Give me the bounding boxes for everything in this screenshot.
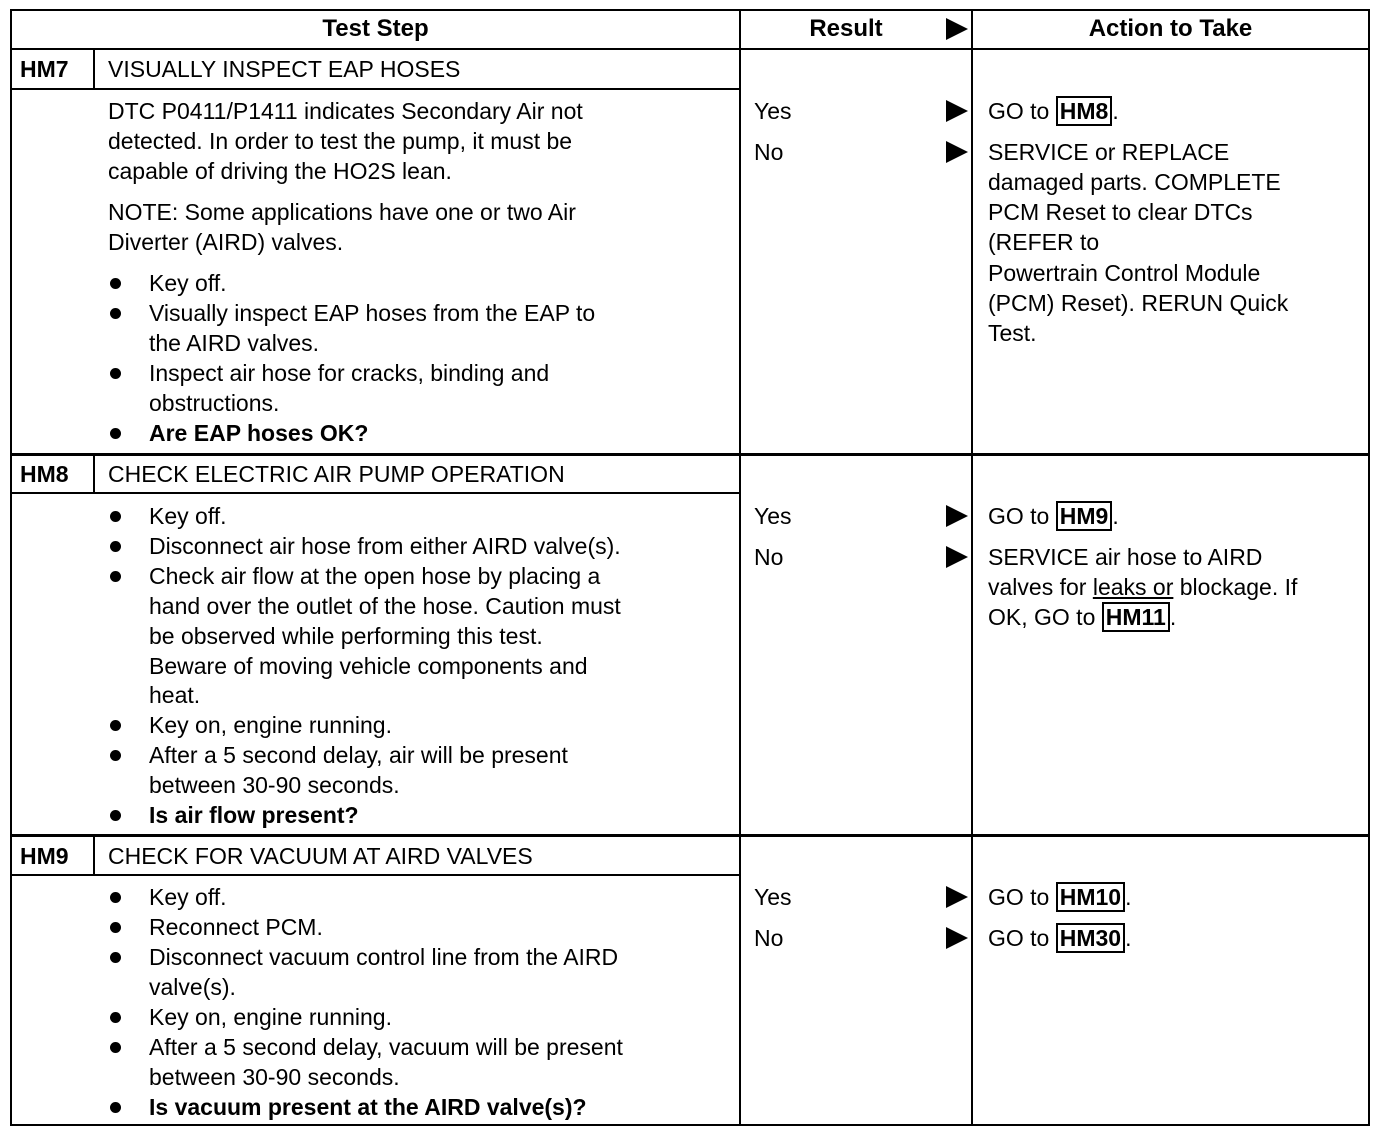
hm7-action-no-line3: PCM Reset to clear DTCs: [988, 199, 1253, 225]
hm7-para1-line3: capable of driving the HO2S lean.: [108, 158, 452, 184]
bullet-icon: [110, 571, 121, 582]
hm9-result-no: No: [754, 925, 784, 951]
hm9-question: Is vacuum present at the AIRD valve(s)?: [149, 1094, 587, 1120]
bullet-icon: [110, 368, 121, 379]
result-arrow-icon: [946, 927, 968, 949]
bullet-icon: [110, 1012, 121, 1023]
id-divider-hm8: [93, 455, 95, 493]
step-id-hm8: HM8: [20, 461, 69, 487]
header-test-step: Test Step: [322, 15, 429, 42]
hm8-bullet2: Disconnect air hose from either AIRD valve(s).: [149, 533, 621, 559]
bullet-icon: [110, 922, 121, 933]
bullet-icon: [110, 892, 121, 903]
result-arrow-icon: [946, 546, 968, 568]
step-id-hm9: HM9: [20, 843, 69, 869]
step-title-hm8: CHECK ELECTRIC AIR PUMP OPERATION: [108, 461, 565, 487]
hm7-bullet3-line1: Inspect air hose for cracks, binding and: [149, 360, 550, 386]
hm7-bullet1-line1: Key off.: [149, 270, 227, 296]
table-bottom-border: [10, 1124, 1370, 1126]
hm7-para1-line2: detected. In order to test the pump, it must be: [108, 128, 573, 154]
hm7-action-no-line2: damaged parts. COMPLETE: [988, 169, 1281, 195]
title-separator-hm8: [10, 492, 739, 494]
hm9-bullet5-line1: After a 5 second delay, vacuum will be present: [149, 1034, 623, 1060]
step-separator-hm8: [10, 453, 1370, 456]
title-separator-hm9: [10, 874, 739, 876]
bullet-icon: [110, 720, 121, 731]
result-arrow-icon: [946, 141, 968, 163]
hm8-action-yes-prefix: GO to: [988, 503, 1050, 529]
step-title-hm7: VISUALLY INSPECT EAP HOSES: [108, 56, 461, 82]
hm7-bullet2-line2: the AIRD valves.: [149, 330, 320, 356]
hm9-action-no-suffix: .: [1125, 925, 1132, 951]
hm8-action-yes-ref[interactable]: HM9: [1056, 501, 1113, 531]
hm8-bullet1: Key off.: [149, 503, 227, 529]
hm9-action-yes-ref[interactable]: HM10: [1056, 882, 1125, 912]
header-result: Result: [809, 15, 883, 42]
hm8-bullet3-line5: heat.: [149, 682, 201, 708]
bullet-icon: [110, 308, 121, 319]
bullet-icon: [110, 750, 121, 761]
hm7-note-line2: Diverter (AIRD) valves.: [108, 229, 344, 255]
hm8-result-yes: Yes: [754, 503, 792, 529]
hm7-action-yes: [988, 96, 1119, 126]
hm7-result-yes: Yes: [754, 98, 792, 124]
hm7-para1-line1: DTC P0411/P1411 indicates Secondary Air not: [108, 98, 583, 124]
step-separator-hm9: [10, 834, 1370, 837]
hm7-action-no-line4: (REFER to: [988, 229, 1100, 255]
hm9-action-no: [988, 923, 1132, 953]
step-id-hm7: HM7: [20, 56, 69, 82]
hm7-action-no-line1: SERVICE or REPLACE: [988, 139, 1230, 165]
hm9-bullet2: Reconnect PCM.: [149, 914, 323, 940]
hm7-bullet2-line1: Visually inspect EAP hoses from the EAP to: [149, 300, 596, 326]
hm7-result-no: No: [754, 139, 784, 165]
header-arrow-icon: [946, 18, 968, 40]
hm8-bullet5-line2: between 30-90 seconds.: [149, 772, 400, 798]
hm9-action-no-ref[interactable]: HM30: [1056, 923, 1125, 953]
hm9-action-yes-prefix: GO to: [988, 884, 1050, 910]
hm8-action-no-ref[interactable]: HM11: [1102, 602, 1170, 632]
hm8-action-no-line2-a: valves for: [988, 574, 1093, 600]
header-action: Action to Take: [1088, 15, 1253, 42]
result-column-divider: [739, 9, 741, 1126]
step-title-hm9: CHECK FOR VACUUM AT AIRD VALVES: [108, 843, 533, 869]
hm9-bullet4: Key on, engine running.: [149, 1004, 392, 1030]
hm7-question: Are EAP hoses OK?: [149, 420, 369, 446]
bullet-icon: [110, 952, 121, 963]
hm8-action-yes-suffix: .: [1112, 503, 1119, 529]
hm8-action-no-line2-underlined: leaks or: [1092, 574, 1174, 600]
hm7-action-no-line5: Powertrain Control Module: [988, 260, 1261, 286]
bullet-icon: [110, 278, 121, 289]
hm7-action-no-line7: Test.: [988, 320, 1037, 346]
hm7-action-yes-ref[interactable]: HM8: [1056, 96, 1113, 126]
bullet-icon: [110, 541, 121, 552]
hm8-bullet3-line3: be observed while performing this test.: [149, 623, 543, 649]
hm8-action-no-line1: SERVICE air hose to AIRD: [988, 544, 1263, 570]
hm9-result-yes: Yes: [754, 884, 792, 910]
hm9-bullet3-line2: valve(s).: [149, 974, 236, 1000]
hm8-bullet3-line2: hand over the outlet of the hose. Caution must: [149, 593, 621, 619]
hm7-action-no-line6: (PCM) Reset). RERUN Quick: [988, 290, 1289, 316]
bullet-icon: [110, 1042, 121, 1053]
id-divider-hm9: [93, 836, 95, 875]
bullet-icon: [110, 810, 121, 821]
table-right-border: [1368, 9, 1370, 1126]
hm9-action-yes: [988, 882, 1132, 912]
hm9-bullet1: Key off.: [149, 884, 227, 910]
hm8-action-no-suffix: .: [1169, 604, 1177, 630]
hm8-action-no-line2: [988, 572, 1297, 602]
hm9-bullet5-line2: between 30-90 seconds.: [149, 1064, 400, 1090]
hm8-bullet3-line1: Check air flow at the open hose by placing a: [149, 563, 601, 589]
hm9-bullet3-line1: Disconnect vacuum control line from the AIRD: [149, 944, 619, 970]
id-divider-hm7: [93, 49, 95, 89]
bullet-icon: [110, 1102, 121, 1113]
hm8-bullet4: Key on, engine running.: [149, 712, 392, 738]
hm8-action-no-line3: [988, 602, 1176, 632]
header-bottom-border: [10, 48, 1370, 50]
table-left-border: [10, 9, 12, 1126]
hm9-action-no-prefix: GO to: [988, 925, 1050, 951]
hm7-bullet3-line2: obstructions.: [149, 390, 280, 416]
hm8-bullet5-line1: After a 5 second delay, air will be present: [149, 742, 568, 768]
hm8-action-no-prefix: OK, GO to: [988, 604, 1096, 630]
table-top-border: [10, 9, 1370, 11]
hm7-action-yes-suffix: .: [1112, 98, 1119, 124]
hm8-action-yes: [988, 501, 1119, 531]
hm8-result-no: No: [754, 544, 784, 570]
hm9-action-yes-suffix: .: [1125, 884, 1132, 910]
title-separator-hm7: [10, 88, 739, 90]
action-column-divider: [971, 9, 973, 1126]
hm8-action-no-line2-b: blockage. If: [1173, 574, 1298, 600]
hm8-question: Is air flow present?: [149, 802, 359, 828]
hm7-note-line1: NOTE: Some applications have one or two Air: [108, 199, 576, 225]
bullet-icon: [110, 428, 121, 439]
result-arrow-icon: [946, 505, 968, 527]
result-arrow-icon: [946, 886, 968, 908]
hm7-action-yes-prefix: GO to: [988, 98, 1050, 124]
result-arrow-icon: [946, 100, 968, 122]
hm8-bullet3-line4: Beware of moving vehicle components and: [149, 653, 588, 679]
bullet-icon: [110, 511, 121, 522]
